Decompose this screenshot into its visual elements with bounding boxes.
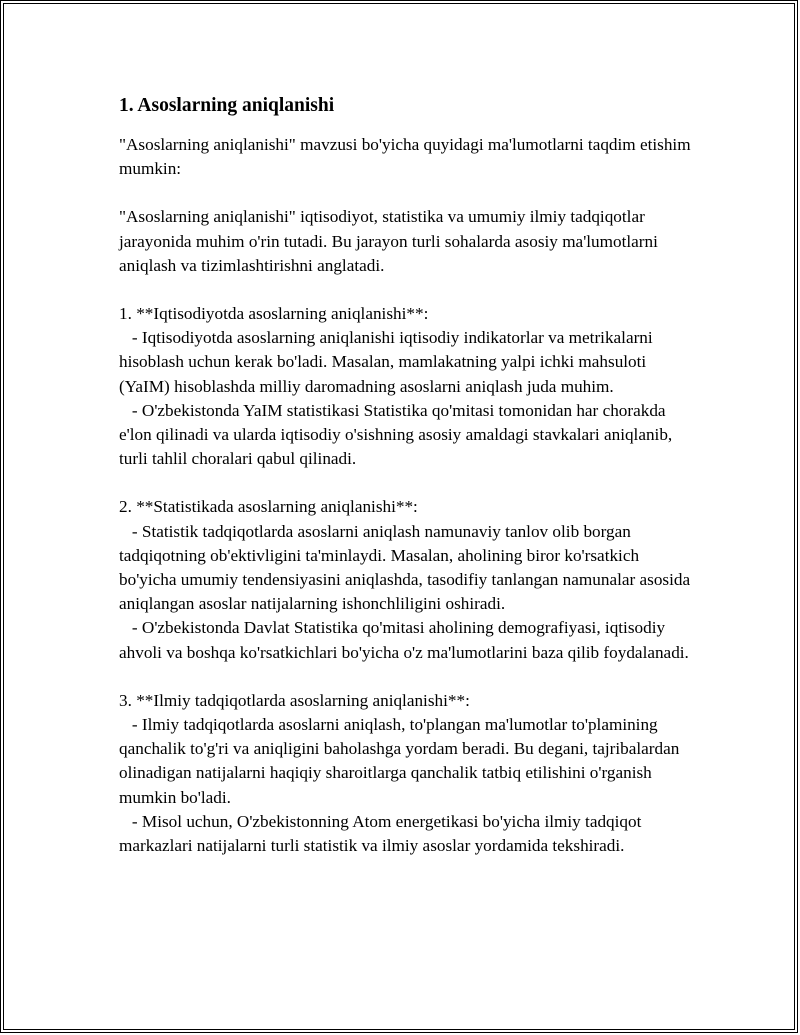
paragraph-gap — [119, 665, 699, 689]
section-point: - Statistik tadqiqotlarda asoslarni aniqlash namunaviy tanlov olib borgan tadqiqotning ob'ektivligini ta'minlaydi. Masalan, aholining biror ko'rsatkich bo'yicha umumiy tendensiyasini aniqlashda, tasodifiy tanlangan namunalar asosida aniqlangan asoslar natijalarning ishonchliligini oshiradi. — [119, 521, 695, 614]
section-heading: 1. Asoslarning aniqlanishi — [119, 95, 335, 116]
paragraph-gap — [119, 471, 699, 495]
paragraph-gap — [119, 278, 699, 302]
section-economics — [119, 302, 699, 471]
document-body — [119, 93, 699, 858]
overview-paragraph: "Asoslarning aniqlanishi" iqtisodiyot, statistika va umumiy ilmiy tadqiqotlar jarayonida muhim o'rin tutadi. Bu jarayon turli sohalarda asosiy ma'lumotlarni aniqlash va tizimlashtirishni anglatadi. — [119, 207, 658, 275]
section-point: - O'zbekistonda YaIM statistikasi Statistika qo'mitasi tomonidan har chorakda e'lon qilinadi va ularda iqtisodiy o'sishning asosiy amaldagi stavkalari aniqlanib, turli tahlil choralari qabul qilinadi. — [119, 400, 677, 469]
section-point: - O'zbekistonda Davlat Statistika qo'mitasi aholining demografiyasi, iqtisodiy ahvoli va boshqa ko'rsatkichlari bo'yicha o'z ma'lumotlarini baza qilib foydalanadi. — [119, 618, 689, 662]
section-title: 2. **Statistikada asoslarning aniqlanishi**: — [119, 497, 418, 517]
paragraph-gap — [119, 181, 699, 205]
section-research — [119, 689, 699, 858]
section-point: - Ilmiy tadqiqotlarda asoslarni aniqlash, to'plangan ma'lumotlar to'plamining qanchalik to'g'ri va aniqligini baholashga yordam beradi. Bu degani, tajribalardan olinadigan natijalarni haqiqiy sharoitlarga qanchalik tatbiq etilishini o'rganish mumkin bo'ladi. — [119, 715, 684, 807]
intro-paragraph: "Asoslarning aniqlanishi" mavzusi bo'yicha quyidagi ma'lumotlarni taqdim etishim mumkin: — [119, 135, 691, 179]
section-title: 3. **Ilmiy tadqiqotlarda asoslarning aniqlanishi**: — [119, 690, 470, 710]
section-statistics — [119, 495, 699, 664]
section-title: 1. **Iqtisodiyotda asoslarning aniqlanishi**: — [119, 304, 429, 324]
section-point: - Misol uchun, O'zbekistonning Atom energetikasi bo'yicha ilmiy tadqiqot markazlari natijalarni turli statistik va ilmiy asoslar yordamida tekshiradi. — [119, 811, 646, 856]
section-point: - Iqtisodiyotda asoslarning aniqlanishi iqtisodiy indikatorlar va metrikalarni hisoblash uchun kerak bo'ladi. Masalan, mamlakatning yalpi ichki mahsuloti (YaIM) hisoblashda milliy daromadning asoslarni aniqlash juda muhim. — [119, 328, 657, 396]
